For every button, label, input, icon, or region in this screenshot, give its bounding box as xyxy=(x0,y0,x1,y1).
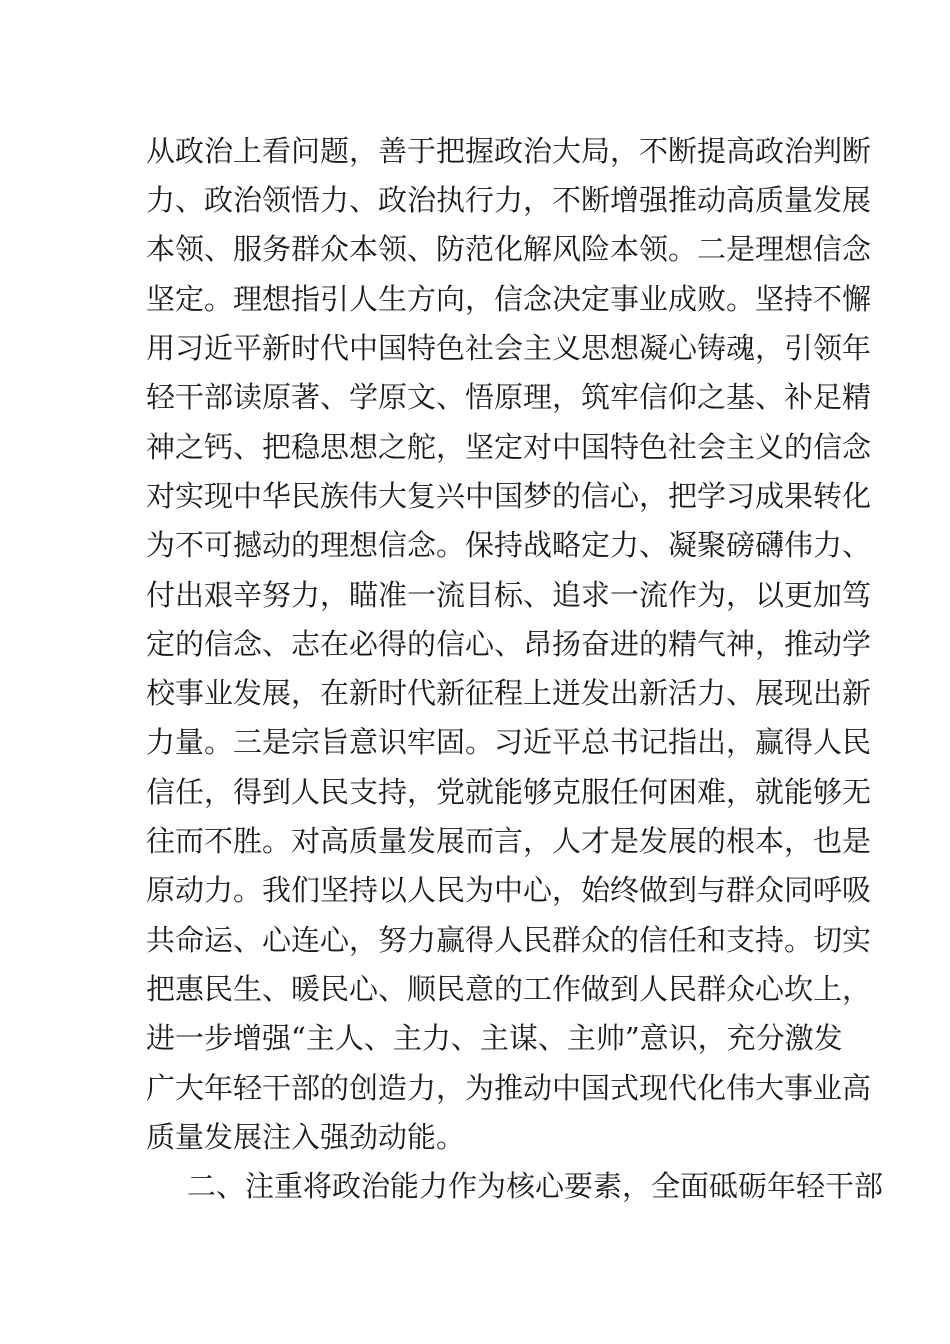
text-line: 共命运、心连心，努力赢得人民群众的信任和支持。切实 xyxy=(146,923,872,957)
text-line: 付出艰辛努力，瞄准一流目标、追求一流作为，以更加笃 xyxy=(146,578,872,612)
text-line: 对实现中华民族伟大复兴中国梦的信心，把学习成果转化 xyxy=(146,479,872,513)
text-line: 定的信念、志在必得的信心、昂扬奋进的精气神，推动学 xyxy=(146,627,872,661)
text-line: 进一步增强“主人、主力、主谋、主帅”意识，充分激发 xyxy=(146,1021,843,1055)
text-line: 为不可撼动的理想信念。保持战略定力、凝聚磅礴伟力、 xyxy=(146,528,872,562)
text-line: 把惠民生、暖民心、顺民意的工作做到人民群众心坎上， xyxy=(146,972,872,1006)
text-line: 往而不胜。对高质量发展而言，人才是发展的根本，也是 xyxy=(146,824,872,858)
text-line: 校事业发展，在新时代新征程上迸发出新活力、展现出新 xyxy=(146,676,872,710)
text-line: 质量发展注入强劲动能。 xyxy=(146,1120,466,1154)
text-line: 轻干部读原著、学原文、悟原理，筑牢信仰之基、补足精 xyxy=(146,380,872,414)
text-line: 原动力。我们坚持以人民为中心，始终做到与群众同呼吸 xyxy=(146,873,872,907)
text-line: 广大年轻干部的创造力，为推动中国式现代化伟大事业高 xyxy=(146,1071,872,1105)
text-line: 力量。三是宗旨意识牢固。习近平总书记指出，赢得人民 xyxy=(146,725,872,759)
text-line: 坚定。理想指引人生方向，信念决定事业成败。坚持不懈 xyxy=(146,282,872,316)
section-heading-line: 二、注重将政治能力作为核心要素，全面砥砺年轻干部 xyxy=(187,1169,884,1203)
text-line: 力、政治领悟力、政治执行力，不断增强推动高质量发展 xyxy=(146,183,872,217)
text-line: 信任，得到人民支持，党就能够克服任何困难，就能够无 xyxy=(146,775,872,809)
text-line: 本领、服务群众本领、防范化解风险本领。二是理想信念 xyxy=(146,232,872,266)
text-line: 用习近平新时代中国特色社会主义思想凝心铸魂，引领年 xyxy=(146,331,872,365)
text-line: 从政治上看问题，善于把握政治大局，不断提高政治判断 xyxy=(146,134,872,168)
text-line: 神之钙、把稳思想之舵，坚定对中国特色社会主义的信念 xyxy=(146,430,872,464)
